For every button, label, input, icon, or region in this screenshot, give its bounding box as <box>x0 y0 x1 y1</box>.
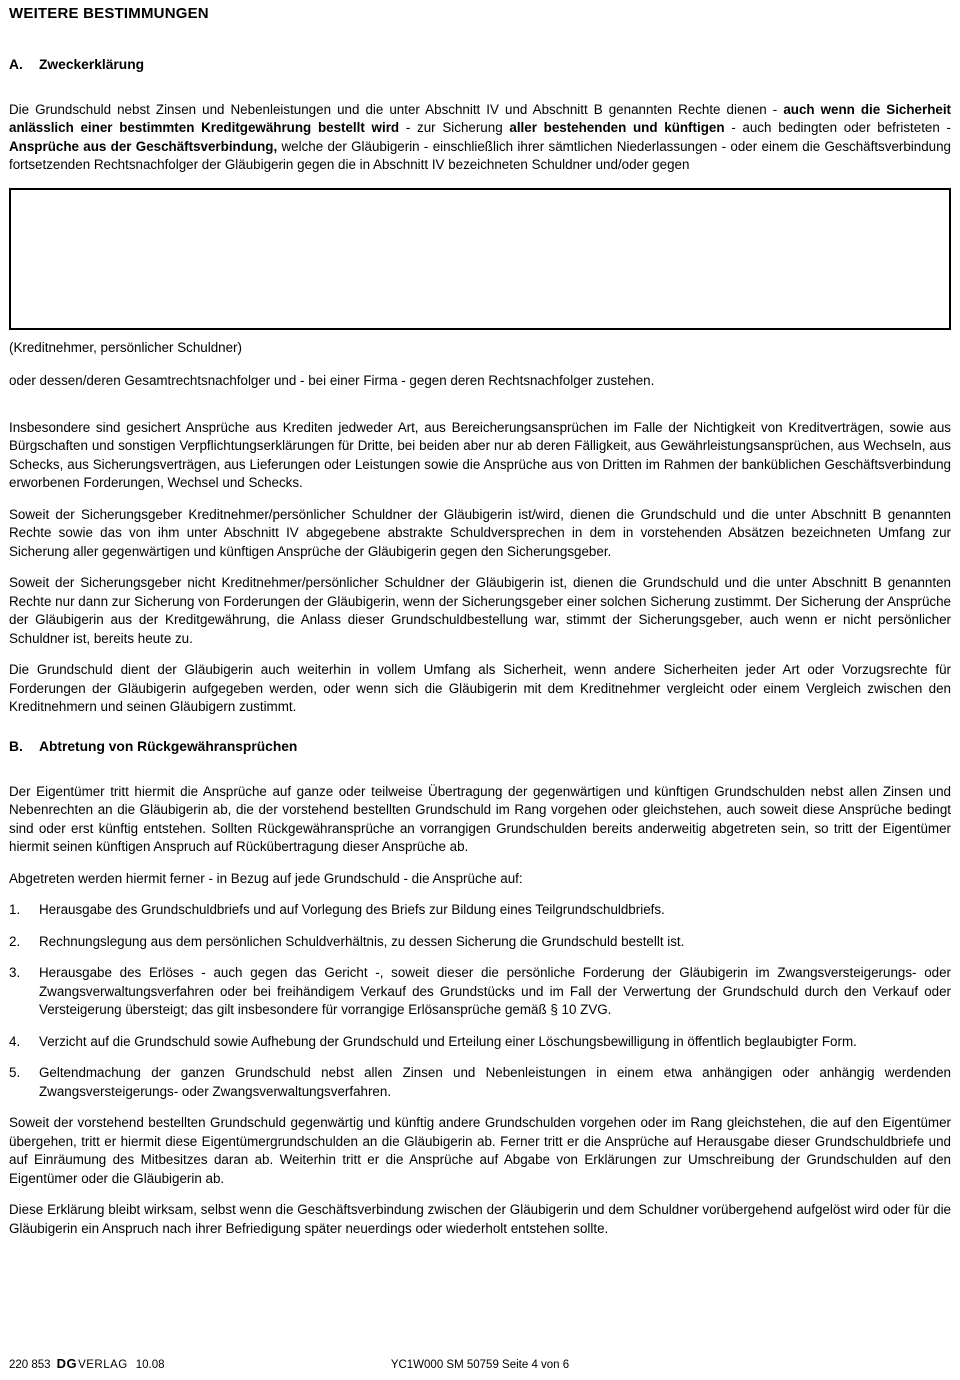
list-item-3 <box>9 964 951 1020</box>
list-item-1-text: Herausgabe des Grundschuldbriefs und auf Vorlegung des Briefs zur Bildung eines Teilgrundschuldbriefs. <box>39 902 665 918</box>
paragraph-a4: Soweit der Sicherungsgeber Kreditnehmer/persönlicher Schuldner der Gläubigerin ist/wird, dienen die Grundschuld und die unter Abschnitt B genannten Rechte sowie das von ihm unter Abschnitt IV abgegebene abstrakte Schuldversprechen in dem in vorstehenden Absätzen bezeichneten Umfang zur Sicherung aller gegenwärtigen und künftigen Ansprüche der Gläubigerin gegen den Sicherungsgeber. <box>9 506 951 559</box>
paragraph-a6: Die Grundschuld dient der Gläubigerin auch weiterhin in vollem Umfang als Sicherheit, wenn andere Sicherheiten jeder Art oder Vorzugsrechte für Forderungen der Gläubigerin aufgegeben werden, oder wenn sich die Gläubigerin mit dem Kreditnehmer vergleicht oder einem Vergleich zwischen den Kreditnehmern und seinen Gläubigern zustimmt. <box>9 662 951 715</box>
list-item-4-number: 4. <box>9 1033 21 1049</box>
paragraph-b3: Soweit der vorstehend bestellten Grundschuld gegenwärtig und künftig andere Grundschulden vorgehen oder im Rang gleichstehen, die auf den Eigentümer übergehen, tritt er hiermit diese Eigentümergrundschulden an die Gläubigerin ab. Ferner tritt er die Ansprüche auf Herausgabe dieser Grundschuldbriefe und auf Einräumung des Mitbesitzes daran ab. Weiterhin tritt er die Ansprüche auf Abgabe von Erklärungen zur Umschreibung der Grundschulden auf den Eigentümer oder die Gläubigerin ab. <box>9 1115 951 1186</box>
list-item-3-number: 3. <box>9 965 21 981</box>
page-footer <box>9 1358 951 1374</box>
paragraph-b2: Abgetreten werden hiermit ferner - in Bezug auf jede Grundschuld - die Ansprüche auf: <box>9 870 523 886</box>
list-item-2-text: Rechnungslegung aus dem persönlichen Schuldverhältnis, zu dessen Sicherung die Grundschuld bestellt ist. <box>39 933 685 949</box>
list-item-4 <box>9 1033 951 1052</box>
list-item-2-number: 2. <box>9 933 21 949</box>
section-a-heading <box>9 55 951 74</box>
document-title: WEITERE BESTIMMUNGEN <box>9 5 209 22</box>
paragraph-a3: Insbesondere sind gesichert Ansprüche aus Krediten jedweder Art, aus Bereicherungsansprüchen im Falle der Nichtigkeit von Kreditverträgen, sowie aus Bürgschaften und sonstigen Verpflichtungserklärungen für Dritte, bei beiden aber nur ab deren Fälligkeit, aus Gewährleistungsansprüchen, aus Wechseln, aus Schecks, aus Sicherungsverträgen, aus Lieferungen oder Leistungen sowie die Ansprüche aus von Dritten im Rahmen der banküblichen Geschäftsverbindung erworbenen Forderungen, Wechsel und Schecks. <box>9 419 951 491</box>
list-item-5 <box>9 1064 951 1101</box>
paragraph-b1: Der Eigentümer tritt hiermit die Ansprüche auf ganze oder teilweise Übertragung der gegenwärtigen und künftigen Grundschulden nebst allen Zinsen und Nebenrechten an die Gläubigerin ab, die der vorstehend bestellten Grundschuld im Rang vorgehen oder gleichstehen, auch soweit diese Ansprüche bedingt sind oder erst künftig entstehen. Sollten Rückgewähransprüche an vorrangigen Grundschulden bereits anderweitig abgetreten sein, so tritt der Eigentümer hiermit seinen künftigen Anspruch auf Rückübertragung dieser Ansprüche ab. <box>9 783 951 855</box>
paragraph-a1: Die Grundschuld nebst Zinsen und Nebenleistungen und die unter Abschnitt IV und Abschnitt B genannten Rechte dienen - auch wenn die Sicherheit anlässlich einer bestimmten Kreditgewährung bestellt wird - zur Sicherung aller bestehenden und künftigen - auch bedingten oder befristeten - Ansprüche aus der Geschäftsverbindung, welche der Gläubigerin - einschließlich ihrer sämtlichen Niederlassungen - oder einem die Geschäftsverbindung fortsetzenden Rechtsnachfolger der Gläubigerin gegen die in Abschnitt IV bezeichneten Schuldner und/oder gegen <box>9 101 952 173</box>
paragraph-a2: oder dessen/deren Gesamtrechtsnachfolger und - bei einer Firma - gegen deren Rechtsnachfolger zustehen. <box>9 373 655 389</box>
list-item-2 <box>9 933 951 952</box>
list-item-5-text: Geltendmachung der ganzen Grundschuld nebst allen Zinsen und Nebenleistungen in einem etwa anhängigen oder anhängig werdenden Zwangsversteigerungs- oder Zwangsverwaltungsverfahren. <box>39 1065 951 1099</box>
list-item-4-text: Verzicht auf die Grundschuld sowie Aufhebung der Grundschuld und Erteilung einer Löschungsbewilligung in öffentlich beglaubigter Form. <box>39 1033 857 1049</box>
debtor-name-fill-box <box>9 188 951 330</box>
section-b-heading <box>9 737 951 756</box>
paragraph-b4: Diese Erklärung bleibt wirksam, selbst wenn die Geschäftsverbindung zwischen der Gläubigerin und dem Schuldner vorübergehend aufgelöst wird oder für die Gläubigerin ein Anspruch nach ihrer Befriedigung später neuerdings oder wiederholt entstehen sollte. <box>9 1202 951 1236</box>
form-version: 10.08 <box>135 1359 165 1372</box>
paragraph-a5: Soweit der Sicherungsgeber nicht Kreditnehmer/persönlicher Schuldner der Gläubigerin ist, dienen die Grundschuld und die unter Abschnitt B genannten Rechte nur dann zur Sicherung von Forderungen der Gläubigerin, wenn der Sicherungsgeber einer solchen Sicherung zustimmt. Der Sicherung der Ansprüche der Gläubigerin aus der Kreditgewährung, die Anlass dieser Grundschuldbestellung war, stimmt der Sicherungsgeber, auch wenn er nicht persönlicher Schuldner ist, bereits heute zu. <box>9 575 951 646</box>
publisher-logo-dg: DG <box>56 1356 78 1372</box>
section-a-letter: A. <box>9 56 23 72</box>
list-item-3-text: Herausgabe des Erlöses - auch gegen das Gericht -, soweit dieser die persönliche Forderung der Gläubigerin im Zwangsversteigerungs- oder Zwangsverwaltungsverfahren oder bei freihändigem Verkauf des Grundstücks und im Fall der Verwertung der Grundschuld durch den Verkauf oder Versteigerung übersteigt; das gilt insbesondere für vorrangige Erlösansprüche gemäß § 10 ZVG. <box>39 965 951 1018</box>
page-number-line: YC1W000 SM 50759 Seite 4 von 6 <box>390 1359 570 1372</box>
fill-box-caption: (Kreditnehmer, persönlicher Schuldner) <box>9 339 242 355</box>
section-a-title: Zweckerklärung <box>39 56 145 72</box>
form-number: 220 853 <box>9 1359 51 1372</box>
section-b-letter: B. <box>9 738 23 754</box>
section-b-title: Abtretung von Rückgewähransprüchen <box>39 738 298 754</box>
list-item-5-number: 5. <box>9 1065 21 1081</box>
list-item-1 <box>9 901 951 920</box>
publisher-name: VERLAG <box>78 1359 128 1372</box>
list-item-1-number: 1. <box>9 902 21 918</box>
